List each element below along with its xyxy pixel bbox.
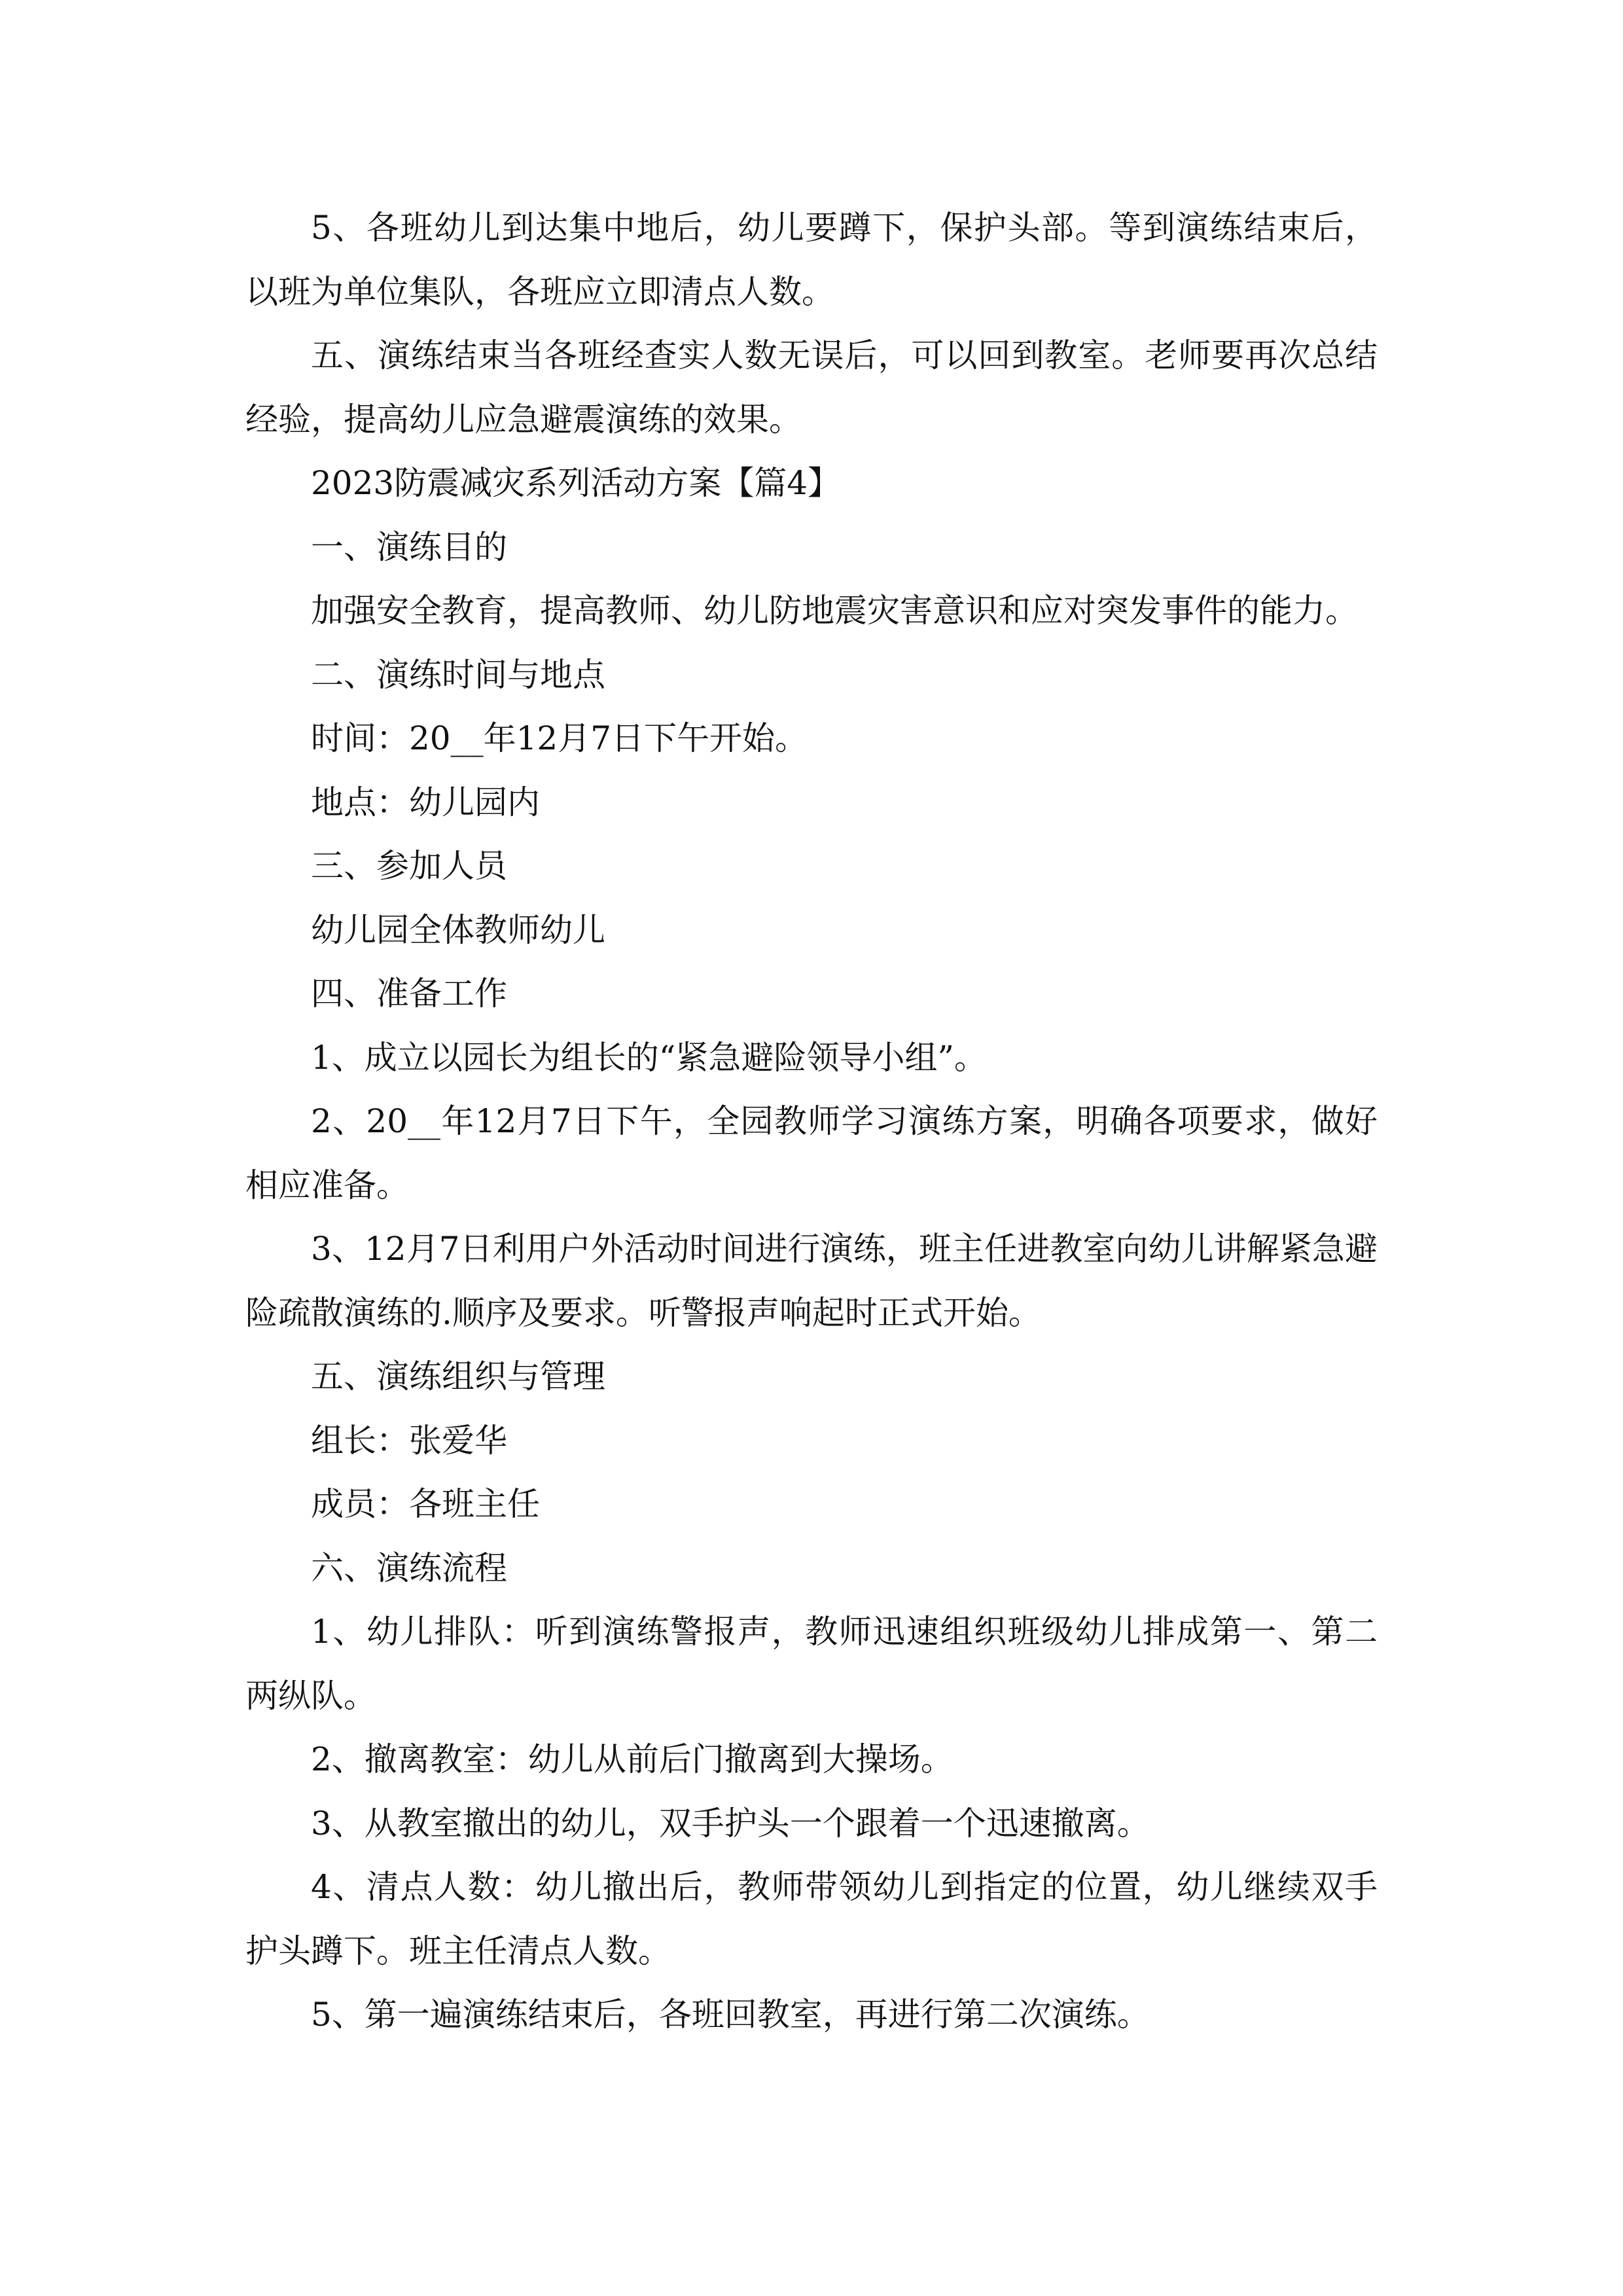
section-heading-organization: 五、演练组织与管理 xyxy=(311,1357,605,1395)
paragraph-prep-2: 2、20__年12月7日下午，全园教师学习演练方案，明确各项要求，做好相应准备。 xyxy=(245,1102,1378,1204)
section-heading-participants: 三、参加人员 xyxy=(311,847,507,885)
paragraph-participants: 幼儿园全体教师幼儿 xyxy=(311,910,605,949)
document-body xyxy=(245,196,1378,2047)
paragraph-time: 时间：20__年12月7日下午开始。 xyxy=(311,719,808,757)
section-heading-purpose: 一、演练目的 xyxy=(311,528,507,566)
paragraph-process-4: 4、清点人数：幼儿撤出后，教师带领幼儿到指定的位置，幼儿继续双手护头蹲下。班主任清点人数。 xyxy=(245,1868,1378,1970)
paragraph-process-2: 2、撤离教室：幼儿从前后门撤离到大操场。 xyxy=(311,1740,954,1778)
section-heading-process: 六、演练流程 xyxy=(311,1549,507,1587)
paragraph-process-3: 3、从教室撤出的幼儿，双手护头一个跟着一个迅速撤离。 xyxy=(311,1804,1150,1842)
document-heading-part-4: 2023防震减灾系列活动方案【篇4】 xyxy=(311,464,841,502)
paragraph-step-5-gather: 5、各班幼儿到达集中地后，幼儿要蹲下，保护头部。等到演练结束后，以班为单位集队，各班应立即清点人数。 xyxy=(245,209,1378,311)
paragraph-leader: 组长：张爱华 xyxy=(311,1421,507,1460)
paragraph-prep-1: 1、成立以园长为组长的“紧急避险领导小组”。 xyxy=(311,1038,987,1077)
paragraph-process-5: 5、第一遍演练结束后，各班回教室，再进行第二次演练。 xyxy=(311,1996,1150,2034)
section-heading-time-place: 二、演练时间与地点 xyxy=(311,655,605,694)
paragraph-members: 成员：各班主任 xyxy=(311,1485,540,1523)
paragraph-purpose: 加强安全教育，提高教师、幼儿防地震灾害意识和应对突发事件的能力。 xyxy=(311,592,1358,630)
paragraph-prep-3: 3、12月7日利用户外活动时间进行演练，班主任进教室向幼儿讲解紧急避险疏散演练的.顺序及要求。听警报声响起时正式开始。 xyxy=(245,1230,1378,1332)
paragraph-process-1: 1、幼儿排队：听到演练警报声，教师迅速组织班级幼儿排成第一、第二两纵队。 xyxy=(245,1613,1378,1715)
paragraph-section-5-end: 五、演练结束当各班经查实人数无误后，可以回到教室。老师要再次总结经验，提高幼儿应急避震演练的效果。 xyxy=(245,336,1378,439)
paragraph-place: 地点：幼儿园内 xyxy=(311,783,540,821)
section-heading-preparation: 四、准备工作 xyxy=(311,975,507,1013)
